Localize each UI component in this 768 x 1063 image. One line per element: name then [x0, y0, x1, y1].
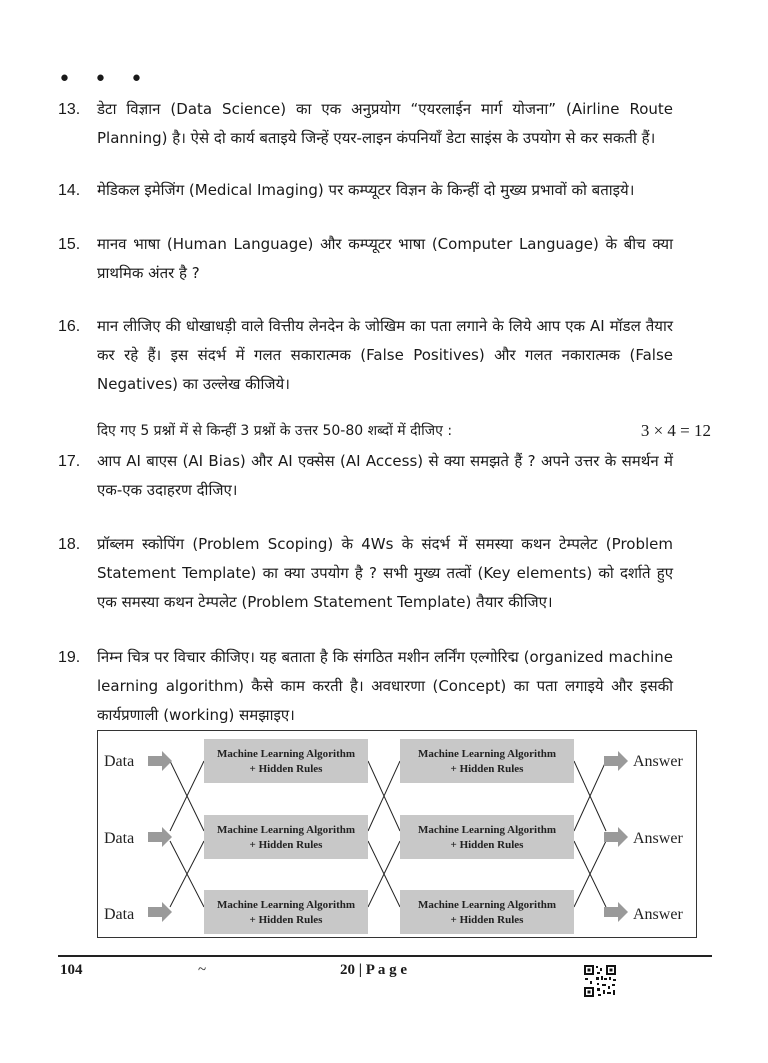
instruction-text: दिए गए 5 प्रश्नों में से किन्हीं 3 प्रश्नों के उत्तर 50-80 शब्दों में दीजिए : [97, 423, 453, 439]
arrow-right-icon [148, 827, 172, 847]
question-text: मेडिकल इमेजिंग (Medical Imaging) पर कम्प्यूटर विज्ञन के किन्हीं दो मुख्य प्रभावों को बताइये। [97, 181, 635, 199]
page-number: 20 | P a g e [340, 962, 408, 978]
algorithm-box-title: Machine Learning Algorithm [417, 899, 557, 911]
question-number: 17. [58, 453, 81, 470]
algorithm-column-2 [400, 739, 574, 934]
question-number: 16. [58, 318, 81, 335]
footer-divider [58, 955, 712, 957]
question-number: 15. [58, 236, 81, 253]
algorithm-box-subtitle: + Hidden Rules [450, 914, 524, 926]
algorithm-box-subtitle: + Hidden Rules [249, 839, 323, 851]
answer-label: Answer [633, 753, 683, 770]
question-text: डेटा विज्ञान (Data Science) का एक अनुप्रयोग “एयरलाईन मार्ग योजना” (Airline Route Planning) है। ऐसे दो कार्य बताइये जिन्हें एयर-लाइन कंपनियाँ डेटा साइंस के उपयोग से कर सकती हैं। [97, 100, 673, 147]
algorithm-box-subtitle: + Hidden Rules [450, 839, 524, 851]
algorithm-box [204, 739, 368, 783]
arrow-right-icon [604, 902, 628, 922]
question-text: मानव भाषा (Human Language) और कम्प्यूटर भाषा (Computer Language) के बीच क्या प्राथमिक अंतर है ? [97, 235, 673, 282]
footer-tilde: ~ [198, 962, 207, 978]
paper-code: 104 [60, 962, 83, 978]
algorithm-box-subtitle: + Hidden Rules [249, 914, 323, 926]
answer-label: Answer [633, 830, 683, 847]
question-text: प्रॉब्लम स्कोपिंग (Problem Scoping) के 4Ws के संदर्भ में समस्या कथन टेम्पलेट (Problem Statement Template) का क्या उपयोग है ? सभी मुख्य तत्वों (Key elements) को दर्शाते हुए एक समस्या कथन टेम्पलेट (Problem Statement Template) तैयार कीजिए। [97, 535, 673, 611]
algorithm-box-title: Machine Learning Algorithm [216, 748, 356, 760]
arrow-right-icon [148, 751, 172, 771]
question-text: आप AI बाएस (AI Bias) और AI एक्सेस (AI Access) से क्या समझते हैं ? अपने उत्तर के समर्थन में एक-एक उदाहरण दीजिए। [97, 452, 673, 499]
arrow-right-icon [604, 751, 628, 771]
algorithm-box-subtitle: + Hidden Rules [249, 763, 323, 775]
qr-code-icon [583, 964, 617, 998]
arrow-right-icon [604, 827, 628, 847]
question-number: 18. [58, 536, 81, 553]
algorithm-box-title: Machine Learning Algorithm [417, 824, 557, 836]
continuation-dots: • • • [58, 67, 151, 92]
section-marks: 3 × 4 = 12 [640, 421, 711, 440]
question-text: निम्न चित्र पर विचार कीजिए। यह बताता है कि संगठित मशीन लर्निंग एल्गोरिद्म (organized machine learning algorithm) कैसे काम करती है। अवधारणा (Concept) का पता लगाइये और इसकी कार्यप्रणाली (working) समझाइए। [97, 648, 673, 724]
data-label: Data [104, 753, 135, 770]
algorithm-box-title: Machine Learning Algorithm [216, 824, 356, 836]
data-label: Data [104, 906, 135, 923]
algorithm-box [204, 815, 368, 859]
output-arrows [604, 751, 628, 922]
ml-algorithm-diagram [97, 730, 697, 938]
data-label: Data [104, 830, 135, 847]
arrow-right-icon [148, 902, 172, 922]
algorithm-box-subtitle: + Hidden Rules [450, 763, 524, 775]
answer-label: Answer [633, 906, 683, 923]
question-number: 19. [58, 649, 81, 666]
algorithm-box [400, 890, 574, 934]
algorithm-box [204, 890, 368, 934]
section-instruction [97, 420, 711, 442]
question-number: 14. [58, 182, 81, 199]
algorithm-box-title: Machine Learning Algorithm [417, 748, 557, 760]
input-arrows [148, 751, 172, 922]
algorithm-box-title: Machine Learning Algorithm [216, 899, 356, 911]
question-number: 13. [58, 101, 81, 118]
diagram-canvas [98, 731, 696, 937]
question-text: मान लीजिए की धोखाधड़ी वाले वित्तीय लेनदेन के जोखिम का पता लगाने के लिये आप एक AI मॉडल तैयार कर रहे हैं। इस संदर्भ में गलत सकारात्मक (False Positives) और गलत नकारात्मक (False Negatives) का उल्लेख कीजिये। [97, 317, 673, 393]
algorithm-box [400, 815, 574, 859]
algorithm-column-1 [204, 739, 368, 934]
algorithm-box [400, 739, 574, 783]
